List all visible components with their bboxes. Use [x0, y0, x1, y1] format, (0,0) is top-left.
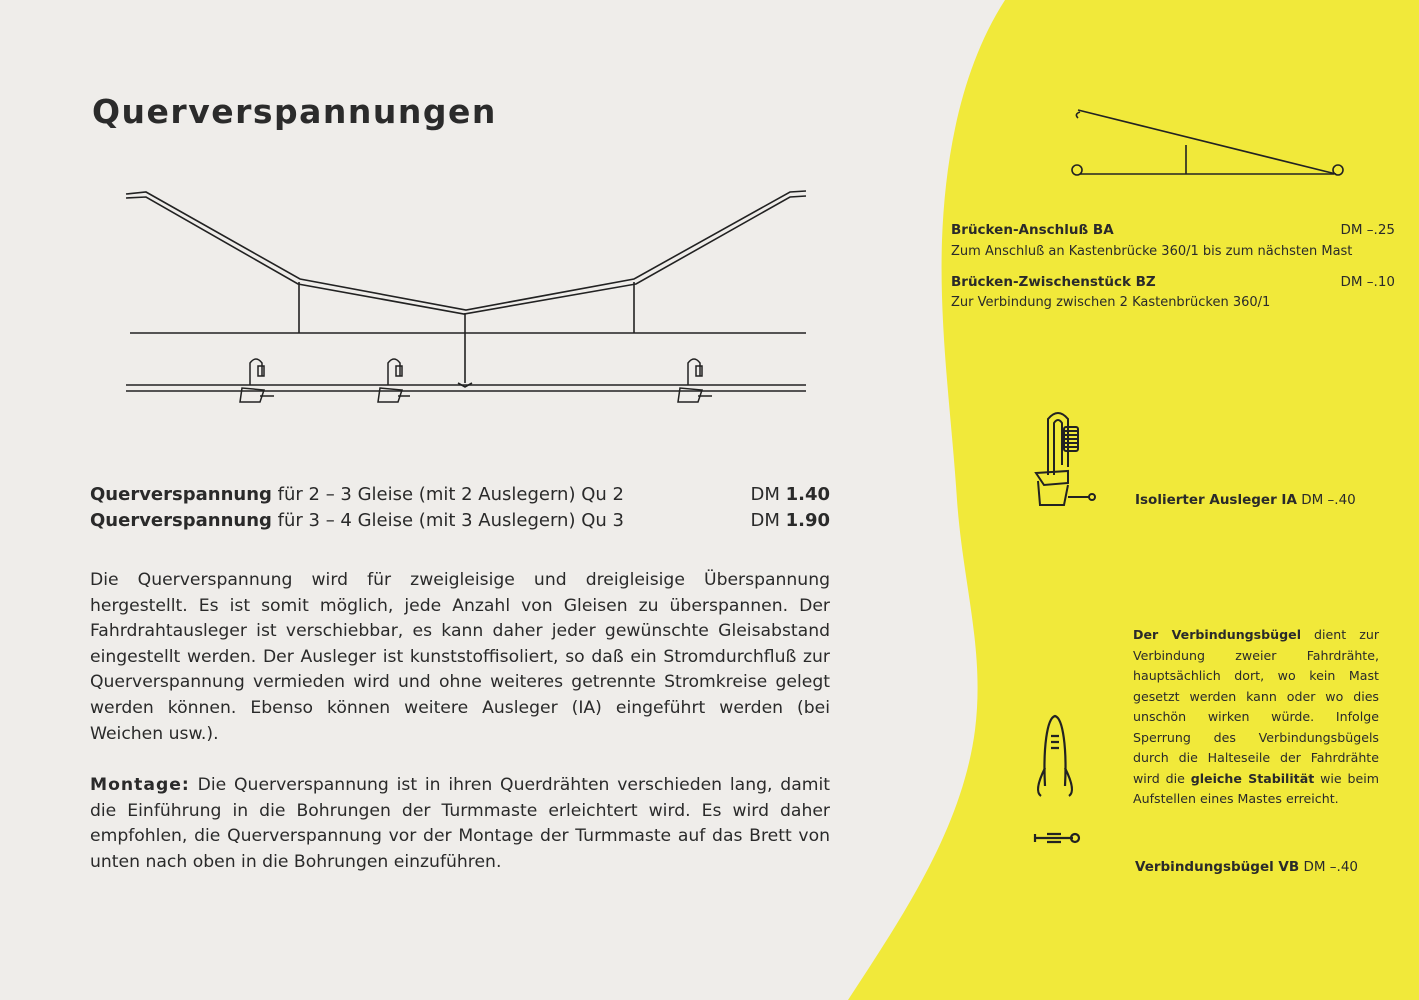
product-description: für 3 – 4 Gleise (mit 3 Auslegern) Qu 3 — [277, 510, 624, 531]
price-currency: DM — [750, 484, 780, 505]
bridge-connector-drawing — [1068, 102, 1348, 182]
ba-row — [951, 222, 1395, 242]
bz-price: DM –.10 — [1340, 274, 1395, 290]
vb-name: Verbindungsbügel VB — [1135, 859, 1300, 875]
bz-description: Zur Verbindung zwischen 2 Kastenbrücken 360/1 — [951, 295, 1271, 310]
ba-description: Zum Anschluß an Kastenbrücke 360/1 bis zum nächsten Mast — [951, 244, 1353, 259]
vb-description — [1133, 625, 1379, 810]
vb-row — [1135, 859, 1358, 875]
ba-price: DM –.25 — [1340, 222, 1395, 238]
page-title: Querverspannungen — [92, 92, 497, 131]
vb-text-part2: wie beim Aufstellen eines Mastes erreicht. — [1133, 770, 1379, 806]
product-price — [750, 510, 830, 531]
vb-emphasis: gleiche Stabilität — [1190, 770, 1315, 786]
product-line-qu2 — [90, 484, 830, 510]
montage-text: Die Querverspannung ist in ihren Querdrähten verschieden lang, damit die Einführung in die Bohrungen der Turmmaste erleichtert wird. Es wird daher empfohlen, die Querverspannung vor der Montage der Turmmaste auf das Brett von unten nach oben in die Bohrungen einzuführen. — [90, 775, 830, 872]
vb-lead: Der Verbindungsbügel — [1133, 627, 1302, 642]
price-currency: DM — [750, 510, 780, 531]
ba-name: Brücken-Anschluß BA — [951, 222, 1114, 238]
crossspan-drawing — [118, 180, 818, 420]
price-value: 1.40 — [785, 484, 830, 505]
insulated-arm-drawing — [1020, 405, 1100, 515]
bz-name: Brücken-Zwischenstück BZ — [951, 274, 1156, 290]
description-paragraph: Die Querverspannung wird für zweigleisige und dreigleisige Überspannung hergestellt. Es ist somit möglich, jede Anzahl von Gleisen zu überspannen. Der Fahrdrahtausleger ist verschiebbar, es kann daher jeder gewünschte Gleisabstand eingestellt werden. Der Ausleger ist kunststoffisoliert, so daß ein Stromdurchfluß zur Querverspannung vermieden wird und ohne weiteres getrennte Stromkreise gelegt werden können. Ebenso können weitere Ausleger (IA) eingeführt werden (bei Weichen usw.). — [90, 570, 830, 744]
product-price — [750, 484, 830, 505]
ia-row — [1135, 492, 1356, 508]
ia-price: DM –.40 — [1301, 492, 1356, 508]
product-line-qu3 — [90, 510, 830, 536]
vb-text-part1: dient zur Verbindung zweier Fahrdrähte, hauptsächlich dort, wo kein Mast gesetzt werden kann oder wo dies unschön wirken würde. Infolge Sperrung des Verbindungsbügels durch die Halteseile der Fahrdrähte wird die — [1133, 627, 1379, 786]
montage-paragraph — [90, 773, 830, 875]
vb-price: DM –.40 — [1303, 859, 1359, 875]
bz-row — [951, 274, 1395, 294]
product-description: für 2 – 3 Gleise (mit 2 Auslegern) Qu 2 — [277, 484, 624, 505]
product-name: Querverspannung — [90, 510, 272, 531]
montage-label: Montage: — [90, 775, 190, 795]
connecting-clip-drawing — [1025, 708, 1085, 858]
ia-name: Isolierter Ausleger IA — [1135, 492, 1297, 508]
price-value: 1.90 — [785, 510, 830, 531]
product-name: Querverspannung — [90, 484, 272, 505]
